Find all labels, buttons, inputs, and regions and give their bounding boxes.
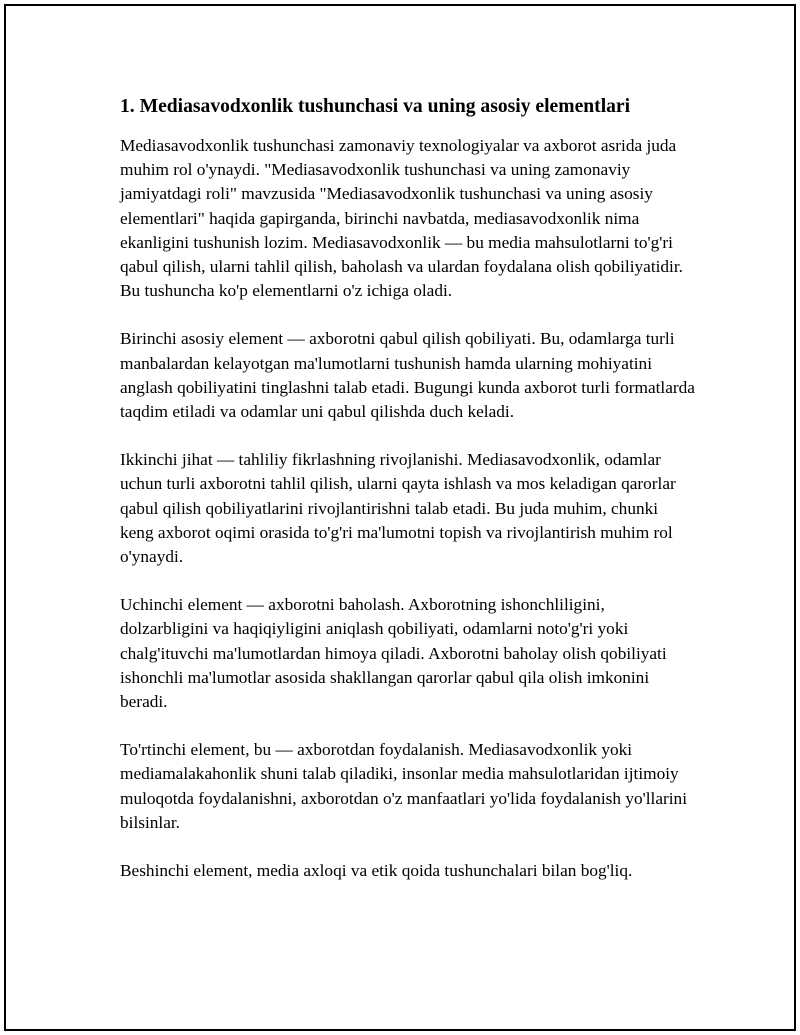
section-heading: 1. Mediasavodxonlik tushunchasi va uning asosiy elementlari xyxy=(120,96,631,117)
paragraph-first-element: Birinchi asosiy element — axborotni qabul qilish qobiliyati. Bu, odamlarga turli manbalardan kelayotgan ma'lumotlarni tushunish hamda ularning mohiyatini anglash qobiliyatini tinglashni talab etadi. Bugungi kunda axborot turli formatlarda taqdim etiladi va odamlar uni qabul qilishda duch keladi. xyxy=(120,329,695,422)
document-content xyxy=(120,94,695,907)
paragraph-third-element: Uchinchi element — axborotni baholash. Axborotning ishonchliligini, dolzarbligini va haqiqiyligini aniqlash qobiliyati, odamlarni noto'g'ri yoki chalg'ituvchi ma'lumotlardan himoya qiladi. Axborotni baholay olish qobiliyati ishonchli ma'lumotlar asosida shakllangan qarorlar qabul qila olish imkonini beradi. xyxy=(120,595,667,712)
document-page xyxy=(4,4,796,1031)
paragraph-fifth-element: Beshinchi element, media axloqi va etik qoida tushunchalari bilan bog'liq. xyxy=(120,861,633,881)
paragraph-fourth-element: To'rtinchi element, bu — axborotdan foydalanish. Mediasavodxonlik yoki mediamalakahonlik shuni talab qiladiki, insonlar media mahsulotlaridan ijtimoiy muloqotda foydalanishni, axborotdan o'z manfaatlari yo'lida foydalanish yo'llarini bilsinlar. xyxy=(120,740,687,832)
paragraph-second-element: Ikkinchi jihat — tahliliy fikrlashning rivojlanishi. Mediasavodxonlik, odamlar uchun turli axborotni tahlil qilish, ularni qayta ishlash va mos keladigan qarorlar qabul qilish qobiliyatlarini rivojlantirishni talab etadi. Bu juda muhim, chunki keng axborot oqimi orasida to'g'ri ma'lumotni topish va rivojlantirish muhim rol o'ynaydi. xyxy=(120,450,676,567)
paragraph-intro: Mediasavodxonlik tushunchasi zamonaviy texnologiyalar va axborot asrida juda muhim rol o'ynaydi. "Mediasavodxonlik tushunchasi va uning zamonaviy jamiyatdagi roli" mavzusida "Mediasavodxonlik tushunchasi va uning asosiy elementlari" haqida gapirganda, birinchi navbatda, mediasavodxonlik nima ekanligini tushunish lozim. Mediasavodxonlik — bu media mahsulotlarni to'g'ri qabul qilish, ularni tahlil qilish, baholash va ulardan foydalana olish qobiliyatidir. Bu tushuncha ko'p elementlarni o'z ichiga oladi. xyxy=(120,136,683,301)
